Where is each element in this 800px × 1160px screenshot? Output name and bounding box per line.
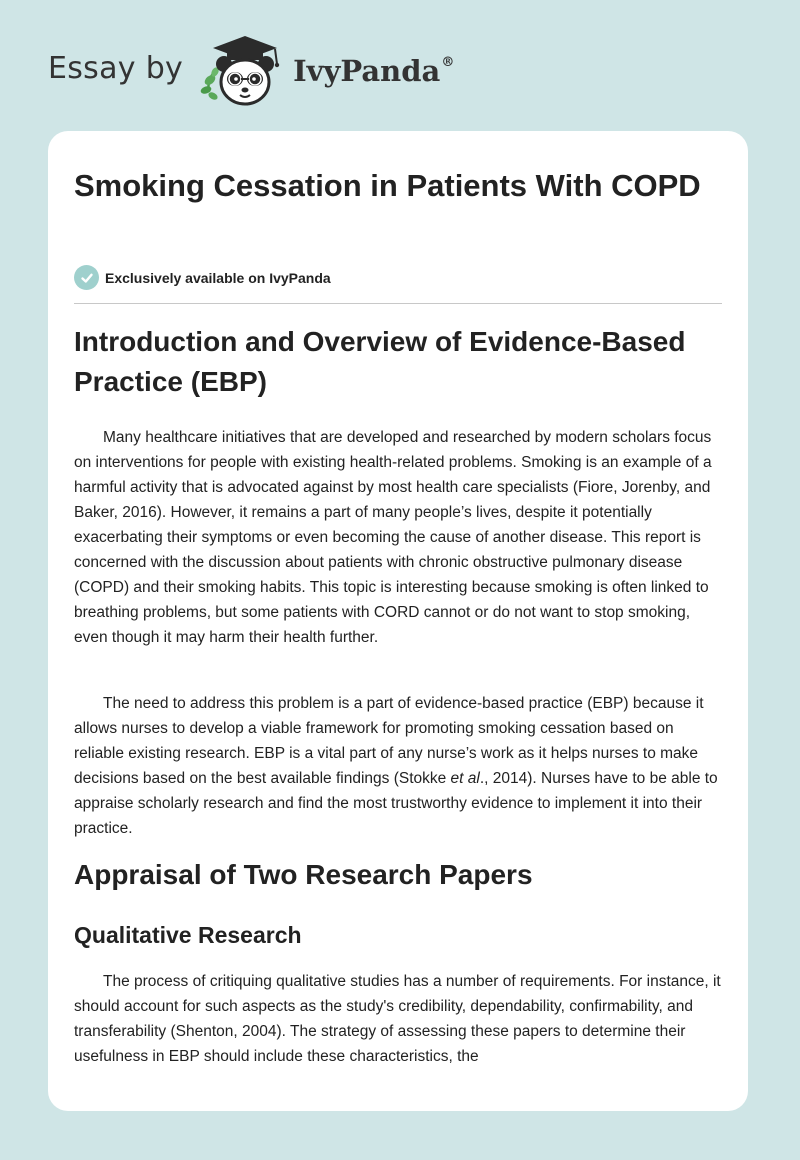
essay-by-label: Essay by <box>48 50 184 86</box>
essay-card <box>48 131 748 1111</box>
title-divider <box>74 303 722 304</box>
panda-graduate-logo-icon[interactable] <box>197 30 287 110</box>
paragraph-intro-2-text-a: The need to address this problem is a part of evidence-based practice (EBP) because it allows nurses to develop a viable framework for promoting smoking cessation based on reliable existing research. EBP is a vital part of any nurse’s work as it helps nurses to make decisions based on the best available findings (Stokke <box>74 695 704 787</box>
check-icon <box>74 265 99 290</box>
paragraph-qualitative-1: The process of critiquing qualitative studies has a number of requirements. For instance, it should account for such aspects as the study's credibility, dependability, confirmability, and transferability (Shenton, 2004). The strategy of assessing these papers to determine their usefulness in EBP should include these characteristics, the <box>74 973 721 1065</box>
exclusive-badge <box>74 265 331 290</box>
paragraph-intro-2-italic: et al <box>450 770 480 787</box>
badge-text: Exclusively available on IvyPanda <box>105 269 331 286</box>
section-heading-appraisal: Appraisal of Two Research Papers <box>74 859 533 890</box>
paragraph-intro-2-text-b: ., 2014). Nurses have to be able to appraise scholarly research and find the most trustworthy evidence to implement it into their practice. <box>74 770 718 837</box>
paragraph-intro-1: Many healthcare initiatives that are developed and researched by modern scholars focus on interventions for people with existing health-related problems. Smoking is an example of a harmful activity that is advocated against by most health care specialists (Fiore, Jorenby, and Baker, 2016). However, it remains a part of many people’s lives, despite it potentially exacerbating their symptoms or even becoming the cause of another disease. This report is concerned with the discussion about patients with chronic obstructive pulmonary disease (COPD) and their smoking habits. This topic is interesting because smoking is often linked to breathing problems, but some patients with CORD cannot or do not want to stop smoking, even though it may harm their health further. <box>74 429 712 646</box>
registered-mark: ® <box>441 55 455 71</box>
site-header <box>48 30 454 110</box>
brand-name[interactable] <box>293 54 454 88</box>
section-heading-introduction: Introduction and Overview of Evidence-Based Practice (EBP) <box>74 326 686 397</box>
paragraph-intro-2 <box>74 691 722 841</box>
subsection-heading-qualitative: Qualitative Research <box>74 922 302 948</box>
essay-title: Smoking Cessation in Patients With COPD <box>74 168 701 203</box>
brand-label: IvyPanda <box>293 54 441 88</box>
